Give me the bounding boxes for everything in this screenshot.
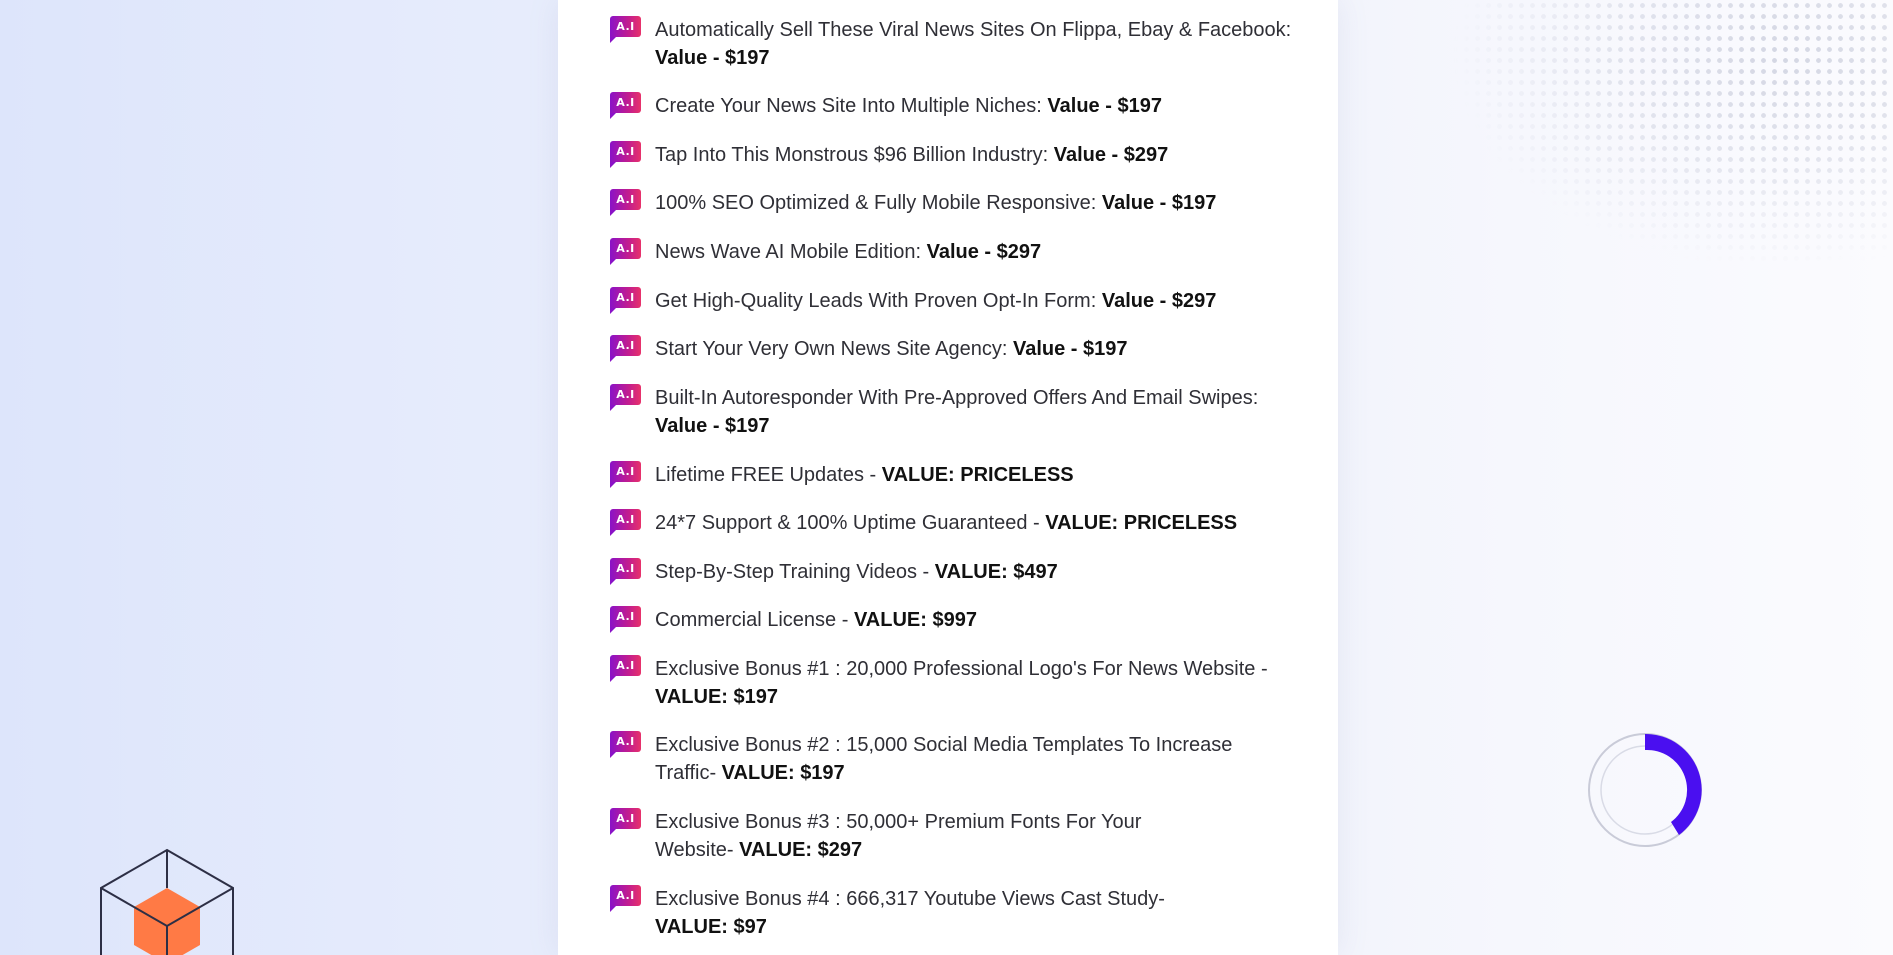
- feature-value: Value - $197: [1047, 95, 1162, 117]
- feature-text: 24*7 Support & 100% Uptime Guaranteed -: [655, 512, 1046, 534]
- list-item: [610, 655, 1300, 711]
- feature-text: Built-In Autoresponder With Pre-Approved Offers And Email Swipes:: [655, 387, 1259, 409]
- ai-badge-icon: A.I: [610, 606, 641, 627]
- feature-value: VALUE: $97: [655, 916, 767, 938]
- feature-value: Value - $297: [926, 241, 1042, 263]
- ai-badge-icon: A.I: [610, 141, 641, 162]
- ai-badge-icon: A.I: [610, 238, 641, 259]
- hexagon-cube-icon: [95, 846, 240, 955]
- dot-pattern-decoration: [1450, 0, 1893, 270]
- feature-value: VALUE: $197: [655, 686, 779, 708]
- features-card: [558, 0, 1338, 955]
- list-item: [610, 808, 1190, 864]
- feature-value: VALUE: $197: [721, 762, 845, 784]
- feature-value: Value - $297: [1053, 144, 1169, 166]
- ai-badge-icon: A.I: [610, 558, 641, 579]
- ai-badge-icon: A.I: [610, 335, 641, 356]
- feature-text: Exclusive Bonus #1 : 20,000 Professional Logo's For News Website -: [655, 658, 1268, 680]
- feature-text: News Wave AI Mobile Edition:: [655, 241, 927, 263]
- features-list: [610, 16, 1300, 941]
- ai-badge-icon: A.I: [610, 655, 641, 676]
- list-item: [610, 189, 1300, 217]
- feature-text: Start Your Very Own News Site Agency:: [655, 338, 1013, 360]
- feature-value: Value - $197: [1101, 192, 1217, 214]
- feature-value: Value - $197: [655, 47, 770, 69]
- feature-text: Step-By-Step Training Videos -: [655, 561, 935, 583]
- feature-text: Create Your News Site Into Multiple Niches:: [655, 95, 1048, 117]
- feature-text: Exclusive Bonus #2 : 15,000 Social Media Templates To Increase Traffic-: [655, 734, 1233, 784]
- list-item: [610, 885, 1200, 941]
- feature-text: Exclusive Bonus #4 : 666,317 Youtube Views Cast Study-: [655, 888, 1165, 910]
- feature-value: VALUE: PRICELESS: [1045, 512, 1238, 534]
- list-item: [610, 384, 1300, 440]
- ai-badge-icon: A.I: [610, 189, 641, 210]
- list-item: [610, 606, 1300, 634]
- ai-badge-icon: A.I: [610, 885, 641, 906]
- ai-badge-icon: A.I: [610, 384, 641, 405]
- ai-badge-icon: A.I: [610, 509, 641, 530]
- feature-value: VALUE: PRICELESS: [881, 464, 1074, 486]
- ai-badge-icon: A.I: [610, 287, 641, 308]
- list-item: [610, 238, 1300, 266]
- feature-text: 100% SEO Optimized & Fully Mobile Responsive:: [655, 192, 1102, 214]
- ai-badge-icon: A.I: [610, 16, 641, 37]
- feature-value: Value - $197: [1012, 338, 1128, 360]
- feature-text: Tap Into This Monstrous $96 Billion Industry:: [655, 144, 1054, 166]
- list-item: [610, 558, 1300, 586]
- feature-value: VALUE: $497: [934, 561, 1058, 583]
- ai-badge-icon: A.I: [610, 92, 641, 113]
- list-item: [610, 335, 1300, 363]
- feature-value: Value - $297: [1101, 290, 1217, 312]
- list-item: [610, 16, 1300, 72]
- list-item: [610, 141, 1300, 169]
- ai-badge-icon: A.I: [610, 808, 641, 829]
- feature-text: Automatically Sell These Viral News Sites On Flippa, Ebay & Facebook:: [655, 19, 1292, 41]
- list-item: [610, 731, 1280, 787]
- feature-value: VALUE: $997: [853, 609, 977, 631]
- feature-text: Get High-Quality Leads With Proven Opt-In Form:: [655, 290, 1102, 312]
- list-item: [610, 92, 1300, 120]
- ai-badge-icon: A.I: [610, 461, 641, 482]
- feature-value: VALUE: $297: [739, 839, 863, 861]
- feature-text: Exclusive Bonus #3 : 50,000+ Premium Fonts For Your Website-: [655, 811, 1142, 861]
- feature-text: Commercial License -: [655, 609, 854, 631]
- list-item: [610, 509, 1300, 537]
- loading-ring-icon: [1585, 730, 1707, 852]
- list-item: [610, 287, 1300, 315]
- feature-value: Value - $197: [655, 415, 770, 437]
- ai-badge-icon: A.I: [610, 731, 641, 752]
- feature-text: Lifetime FREE Updates -: [655, 464, 882, 486]
- list-item: [610, 461, 1300, 489]
